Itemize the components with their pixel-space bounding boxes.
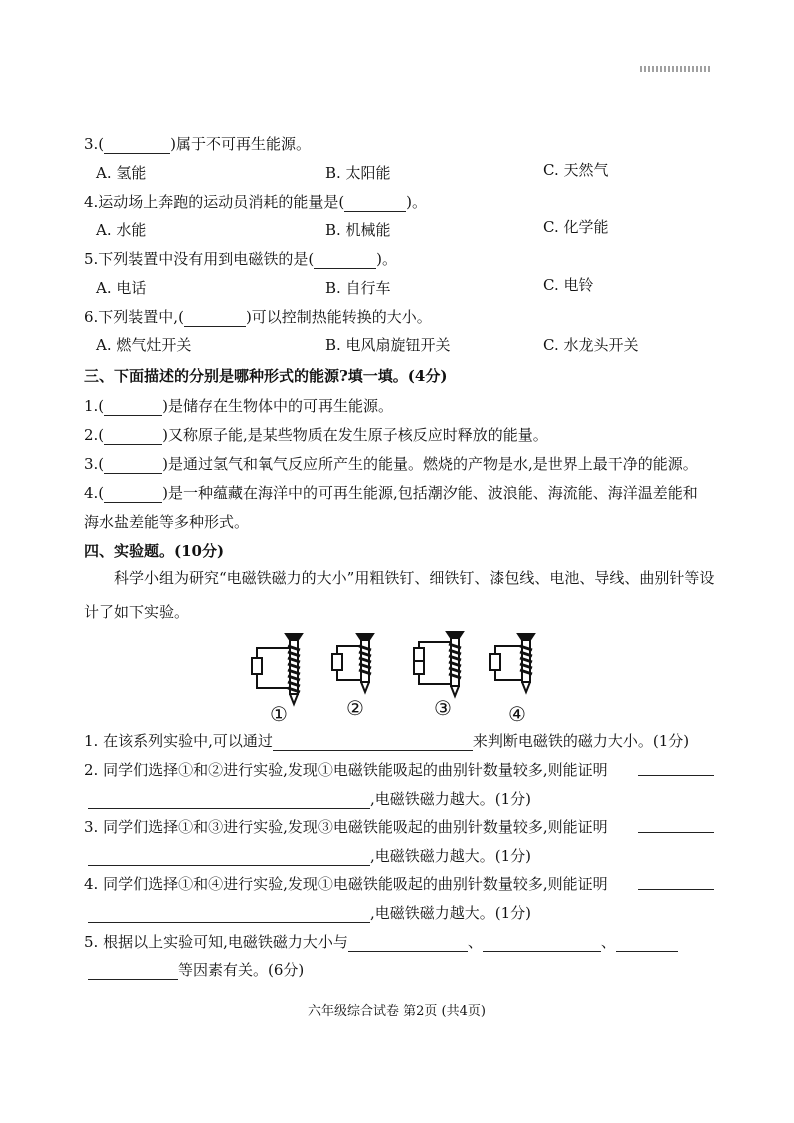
question-6-option-b[interactable]: B. 电风扇旋钮开关 (325, 336, 451, 354)
exp-q1-prefix: 1. 在该系列实验中,可以通过 (84, 732, 273, 750)
question-6-suffix: )可以控制热能转换的大小。 (245, 308, 432, 326)
experiment-question-4-line2 (88, 903, 531, 923)
figure-label-3: ③ (434, 696, 452, 720)
figure-label-2: ② (346, 696, 364, 720)
experiment-question-5 (84, 932, 678, 952)
exp-q2-suffix: ,电磁铁磁力越大。(1分) (370, 790, 532, 808)
section-3-item-4-continuation: 海水盐差能等多种形式。 (84, 513, 250, 531)
section-3-item-1 (84, 396, 393, 416)
exp-q2-blank[interactable] (88, 792, 370, 809)
question-5-option-a[interactable]: A. 电话 (96, 279, 147, 297)
exp-q3-suffix: ,电磁铁磁力越大。(1分) (370, 847, 532, 865)
question-4-suffix: )。 (406, 193, 428, 211)
experiment-question-3-line2 (88, 846, 531, 866)
exp-q4-suffix: ,电磁铁磁力越大。(1分) (370, 904, 532, 922)
section-3-item-4 (84, 483, 698, 503)
item-3-text: )是通过氢气和氧气反应所产生的能量。燃烧的产物是水,是世界上最干净的能源。 (162, 455, 698, 473)
question-6-option-c[interactable]: C. 水龙头开关 (543, 336, 639, 354)
section-3-item-3 (84, 454, 698, 474)
question-3-suffix: )属于不可再生能源。 (170, 135, 312, 153)
section-4-title: 四、实验题。(10分) (84, 542, 225, 560)
question-5-option-b[interactable]: B. 自行车 (325, 279, 391, 297)
item-3-blank[interactable] (104, 457, 162, 474)
question-6-blank[interactable] (184, 310, 246, 327)
experiment-intro: 科学小组为研究“电磁铁磁力的大小”用粗铁钉、细铁钉、漆包线、电池、导线、曲别针等设计了如下实验。 (84, 569, 715, 621)
exp-q2-blank-end[interactable] (638, 775, 714, 776)
section-3-item-2 (84, 425, 548, 445)
item-1-blank[interactable] (104, 399, 162, 416)
experiment-question-4: 4. 同学们选择①和④进行实验,发现①电磁铁能吸起的曲别针数量较多,则能证明 (84, 875, 608, 893)
exp-q5-blank-4[interactable] (88, 963, 178, 980)
exp-q5-separator-1: 、 (467, 933, 483, 951)
question-4-option-a[interactable]: A. 水能 (96, 221, 147, 239)
exp-q3-blank-end[interactable] (638, 832, 714, 833)
question-5-stem (84, 249, 397, 269)
question-3-option-c[interactable]: C. 天然气 (543, 161, 609, 179)
item-1-number: 1.( (84, 397, 105, 415)
question-4-stem (84, 192, 427, 212)
question-5-prefix: 5.下列装置中没有用到电磁铁的是( (84, 250, 315, 268)
question-6-prefix: 6.下列装置中,( (84, 308, 184, 326)
exp-q4-blank-end[interactable] (638, 889, 714, 890)
question-4-prefix: 4.运动场上奔跑的运动员消耗的能量是( (84, 193, 345, 211)
experiment-question-1 (84, 731, 689, 751)
exp-q5-suffix: 等因素有关。(6分) (178, 961, 305, 979)
question-3-blank[interactable] (104, 137, 170, 154)
corner-scan-mark (640, 66, 710, 72)
figure-label-1: ① (270, 702, 288, 726)
exp-q1-suffix: 来判断电磁铁的磁力大小。(1分) (472, 732, 690, 750)
experiment-question-3: 3. 同学们选择①和③进行实验,发现③电磁铁能吸起的曲别针数量较多,则能证明 (84, 818, 608, 836)
exp-q4-blank[interactable] (88, 906, 370, 923)
question-3-stem (84, 134, 311, 154)
item-4-number: 4.( (84, 484, 105, 502)
question-5-blank[interactable] (314, 252, 376, 269)
question-3-option-b[interactable]: B. 太阳能 (325, 164, 391, 182)
item-4-blank[interactable] (104, 486, 162, 503)
exp-q5-prefix: 5. 根据以上实验可知,电磁铁磁力大小与 (84, 933, 348, 951)
item-2-text: )又称原子能,是某些物质在发生原子核反应时释放的能量。 (162, 426, 548, 444)
question-3-prefix: 3.( (84, 135, 105, 153)
question-4-option-c[interactable]: C. 化学能 (543, 218, 609, 236)
question-6-stem (84, 307, 432, 327)
exp-q5-separator-2: 、 (600, 933, 616, 951)
exp-q5-blank-3[interactable] (616, 935, 678, 952)
question-4-blank[interactable] (344, 195, 406, 212)
item-3-number: 3.( (84, 455, 105, 473)
item-2-number: 2.( (84, 426, 105, 444)
item-2-blank[interactable] (104, 428, 162, 445)
exp-q5-blank-1[interactable] (348, 935, 468, 952)
experiment-question-5-line2 (88, 960, 304, 980)
question-5-suffix: )。 (376, 250, 398, 268)
exp-q1-blank[interactable] (273, 734, 473, 751)
exp-q5-blank-2[interactable] (483, 935, 601, 952)
question-4-option-b[interactable]: B. 机械能 (325, 221, 391, 239)
figure-label-4: ④ (508, 702, 526, 726)
question-6-option-a[interactable]: A. 燃气灶开关 (96, 336, 192, 354)
item-1-text: )是储存在生物体中的可再生能源。 (162, 397, 394, 415)
question-5-option-c[interactable]: C. 电铃 (543, 276, 594, 294)
experiment-question-2-line2 (88, 789, 531, 809)
item-4-text: )是一种蕴藏在海洋中的可再生能源,包括潮汐能、波浪能、海流能、海洋温差能和 (162, 484, 698, 502)
experiment-question-2: 2. 同学们选择①和②进行实验,发现①电磁铁能吸起的曲别针数量较多,则能证明 (84, 761, 608, 779)
question-3-option-a[interactable]: A. 氢能 (96, 164, 147, 182)
exp-q3-blank[interactable] (88, 849, 370, 866)
page-footer: 六年级综合试卷 第2页 (共4页) (308, 1004, 486, 1019)
section-3-title: 三、下面描述的分别是哪种形式的能源?填一填。(4分) (84, 367, 448, 385)
